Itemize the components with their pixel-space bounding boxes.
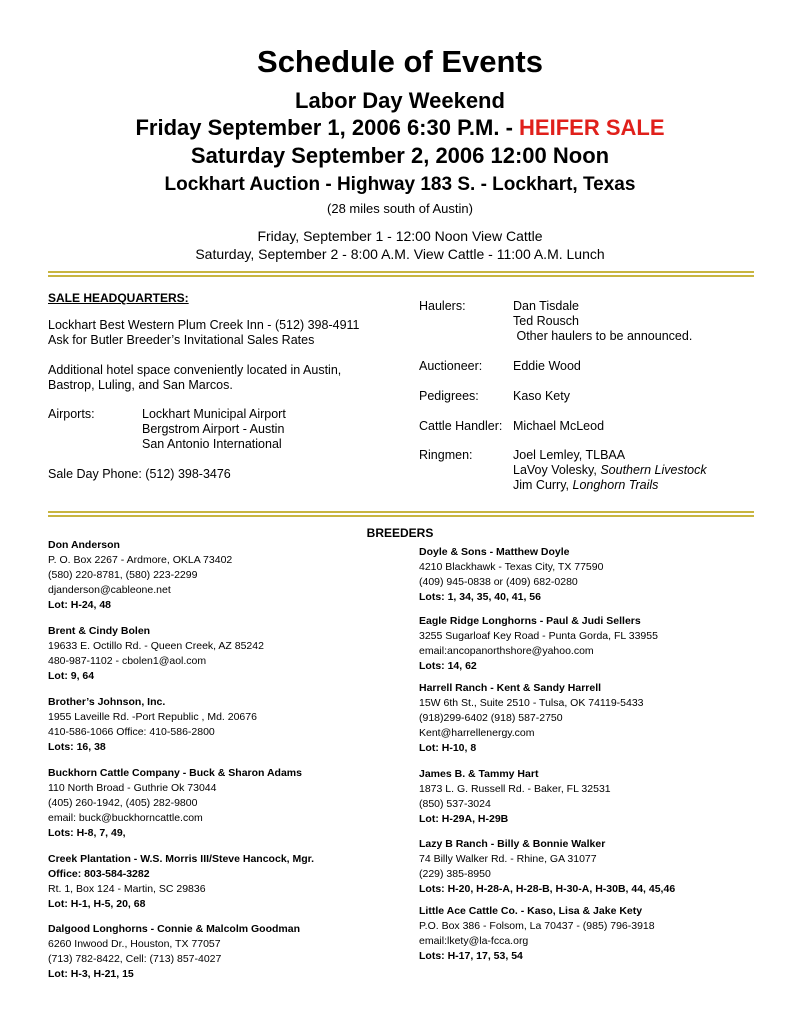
breeder-name: Buckhorn Cattle Company - Buck & Sharon Adams — [48, 767, 302, 779]
breeder-phone: (580) 220-8781, (580) 223-2299 — [48, 569, 198, 581]
pedigrees-label: Pedigrees: — [419, 389, 479, 403]
breeder-entry — [419, 681, 644, 756]
hq-ask-rates: Ask for Butler Breeder’s Invitational Sales Rates — [48, 333, 315, 347]
breeder-lots: Lot: H-1, H-5, 20, 68 — [48, 898, 146, 910]
auctioneer-value: Eddie Wood — [513, 359, 581, 373]
friday-text: Friday September 1, 2006 6:30 P.M. - — [135, 115, 520, 140]
breeder-lots: Lot: H-10, 8 — [419, 742, 477, 754]
breeder-lots: Lot: H-24, 48 — [48, 599, 112, 611]
breeder-entry — [48, 852, 314, 912]
breeder-address: Rt. 1, Box 124 - Martin, SC 29836 — [48, 883, 206, 895]
breeder-name: Dalgood Longhorns - Connie & Malcolm Goodman — [48, 923, 300, 935]
breeder-name: Brother’s Johnson, Inc. — [48, 696, 166, 708]
ringmen-label: Ringmen: — [419, 448, 473, 462]
breeder-email: email: buck@buckhorncattle.com — [48, 812, 203, 824]
breeder-email: email:lkety@la-fcca.org — [419, 935, 529, 947]
breeder-entry — [48, 766, 302, 841]
breeder-address: P.O. Box 386 - Folsom, La 70437 - (985) 796-3918 — [419, 920, 655, 932]
page-title: Schedule of Events — [257, 44, 543, 79]
breeder-phone: (850) 537-3024 — [419, 798, 491, 810]
airports-label: Airports: — [48, 407, 95, 421]
breeder-address: 19633 E. Octillo Rd. - Queen Creek, AZ 85242 — [48, 640, 264, 652]
breeder-phone: (229) 385-8950 — [419, 868, 491, 880]
subtitle-saturday: Saturday September 2, 2006 12:00 Noon — [190, 143, 610, 168]
breeder-name: Doyle & Sons - Matthew Doyle — [419, 546, 570, 558]
breeder-address: 6260 Inwood Dr., Houston, TX 77057 — [48, 938, 221, 950]
view-cattle-friday: Friday, September 1 - 12:00 Noon View Cattle — [257, 228, 543, 244]
breeder-lots: Lot: H-29A, H-29B — [419, 813, 509, 825]
breeder-lots: Lot: 9, 64 — [48, 670, 95, 682]
breeder-entry — [48, 922, 300, 982]
breeder-address: P. O. Box 2267 - Ardmore, OKLA 73402 — [48, 554, 233, 566]
breeder-office-phone: Office: 803-584-3282 — [48, 868, 150, 880]
breeder-name: Eagle Ridge Longhorns - Paul & Judi Sellers — [419, 615, 641, 627]
breeder-address: 1873 L. G. Russell Rd. - Baker, FL 32531 — [419, 783, 611, 795]
breeder-name: Lazy B Ranch - Billy & Bonnie Walker — [419, 838, 606, 850]
breeder-phone: (713) 782-8422, Cell: (713) 857-4027 — [48, 953, 222, 965]
breeder-phone: (918)299-6402 (918) 587-2750 — [419, 712, 563, 724]
cattle-handler-label: Cattle Handler: — [419, 419, 503, 433]
breeder-address: 3255 Sugarloaf Key Road - Punta Gorda, FL 33955 — [419, 630, 658, 642]
breeder-email: email:ancopanorthshore@yahoo.com — [419, 645, 594, 657]
airport-3: San Antonio International — [142, 437, 282, 451]
breeder-entry — [419, 904, 655, 964]
ringman-3 — [513, 478, 658, 493]
ringman-3-name: Jim Curry, — [513, 478, 573, 492]
breeder-phone: (409) 945-0838 or (409) 682-0280 — [419, 576, 578, 588]
breeder-phone: (405) 260-1942, (405) 282-9800 — [48, 797, 198, 809]
breeder-lots: Lots: H-20, H-28-A, H-28-B, H-30-A, H-30B, 44, 45,46 — [419, 883, 676, 895]
hauler-1: Dan Tisdale — [513, 299, 580, 313]
haulers-label: Haulers: — [419, 299, 466, 313]
breeder-name: James B. & Tammy Hart — [419, 768, 539, 780]
hq-additional-2: Bastrop, Luling, and San Marcos. — [48, 378, 233, 392]
breeder-entry — [48, 538, 232, 613]
divider-top — [48, 271, 754, 277]
ringman-2-name: LaVoy Volesky, — [513, 463, 601, 477]
sale-day-phone: Sale Day Phone: (512) 398-3476 — [48, 467, 231, 481]
breeder-name: Brent & Cindy Bolen — [48, 625, 151, 637]
hq-inn: Lockhart Best Western Plum Creek Inn - (512) 398-4911 — [48, 318, 360, 332]
breeder-lots: Lot: H-3, H-21, 15 — [48, 968, 134, 980]
hq-additional-1: Additional hotel space conveniently located in Austin, — [48, 363, 342, 377]
breeder-entry — [419, 767, 611, 827]
breeder-name: Creek Plantation - W.S. Morris III/Steve Hancock, Mgr. — [48, 853, 315, 865]
auctioneer-label: Auctioneer: — [419, 359, 483, 373]
breeder-email: djanderson@cableone.net — [48, 584, 171, 596]
hauler-2: Ted Rousch — [513, 314, 580, 328]
breeder-lots: Lots: H-17, 17, 53, 54 — [419, 950, 523, 962]
breeder-address: 110 North Broad - Guthrie Ok 73044 — [48, 782, 217, 794]
breeder-lots: Lots: 14, 62 — [419, 660, 477, 672]
breeder-name: Don Anderson — [48, 539, 120, 551]
hauler-3: Other haulers to be announced. — [513, 329, 693, 343]
ringman-3-org: Longhorn Trails — [572, 478, 659, 492]
breeder-phone: 410-586-1066 Office: 410-586-2800 — [48, 726, 215, 738]
breeder-lots: Lots: 16, 38 — [48, 741, 106, 753]
breeder-address: 74 Billy Walker Rd. - Rhine, GA 31077 — [419, 853, 597, 865]
breeders-heading: BREEDERS — [366, 526, 434, 540]
distance-note: (28 miles south of Austin) — [327, 201, 473, 216]
sale-headquarters-heading: SALE HEADQUARTERS: — [48, 291, 189, 305]
breeder-address: 1955 Laveille Rd. -Port Republic , Md. 20676 — [48, 711, 257, 723]
breeder-name: Harrell Ranch - Kent & Sandy Harrell — [419, 682, 602, 694]
divider-middle — [48, 511, 754, 517]
breeder-email: Kent@harrellenergy.com — [419, 727, 535, 739]
pedigrees-value: Kaso Kety — [513, 389, 570, 403]
heifer-sale-label: HEIFER SALE — [519, 115, 665, 140]
breeder-address: 15W 6th St., Suite 2510 - Tulsa, OK 74119-5433 — [419, 697, 644, 709]
airport-2: Bergstrom Airport - Austin — [142, 422, 285, 436]
breeder-lots: Lots: H-8, 7, 49, — [48, 827, 126, 839]
breeder-name: Little Ace Cattle Co. - Kaso, Lisa & Jake Kety — [419, 905, 643, 917]
view-cattle-saturday: Saturday, September 2 - 8:00 A.M. View Cattle - 11:00 A.M. Lunch — [195, 246, 605, 262]
breeder-entry — [48, 624, 264, 684]
location-line: Lockhart Auction - Highway 183 S. - Lockhart, Texas — [164, 174, 636, 195]
cattle-handler-value: Michael McLeod — [513, 419, 605, 433]
ringman-2-org: Southern Livestock — [600, 463, 707, 477]
breeder-entry — [419, 545, 603, 605]
breeder-address: 4210 Blackhawk - Texas City, TX 77590 — [419, 561, 604, 573]
subtitle-friday — [0, 115, 800, 141]
subtitle-labor-day: Labor Day Weekend — [295, 88, 505, 113]
ringman-1: Joel Lemley, TLBAA — [513, 448, 626, 462]
breeder-entry — [48, 695, 257, 755]
breeder-entry — [419, 614, 658, 674]
airport-1: Lockhart Municipal Airport — [142, 407, 286, 421]
breeder-entry — [419, 837, 675, 897]
ringman-2 — [513, 463, 707, 478]
breeder-phone: 480-987-1102 - cbolen1@aol.com — [48, 655, 207, 667]
breeder-lots: Lots: 1, 34, 35, 40, 41, 56 — [419, 591, 541, 603]
